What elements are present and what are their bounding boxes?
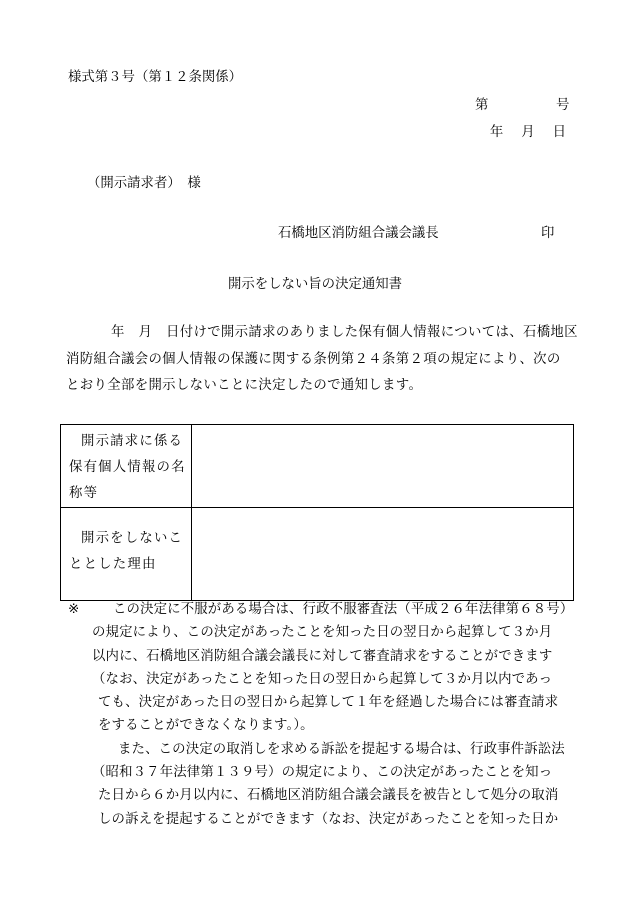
- note-line: 以内に、石橋地区消防組合議会議長に対して審査請求をすることができます: [92, 648, 553, 664]
- date-year: 年: [489, 125, 504, 140]
- table-label-line: 称等: [69, 486, 99, 501]
- seal-mark: 印: [541, 226, 555, 241]
- table-value-cell: [192, 425, 574, 508]
- table-label-line: ととした理由: [69, 557, 157, 572]
- note-line: をすることができなくなります。）。: [98, 718, 314, 734]
- table-value-cell: [192, 508, 574, 601]
- table-row: [61, 508, 574, 601]
- note-line: （昭和３７年法律第１３９号）の規定により、この決定があったことを知っ: [92, 765, 553, 781]
- note-line: また、この決定の取消しを求める訴訟を提起する場合は、行政事件訴訟法: [118, 741, 565, 757]
- table-row: [61, 425, 574, 508]
- table-label-line: 開示請求に係る: [81, 434, 184, 449]
- form-number: 様式第３号（第１２条関係）: [68, 70, 243, 85]
- note-line: ※ この決定に不服がある場合は、行政不服審査法（平成２６年法律第６８号）: [68, 598, 574, 621]
- date-line: [490, 121, 566, 140]
- note-mark: ※: [68, 602, 80, 617]
- body-paragraph: [66, 320, 578, 400]
- recipient-line: （開示請求者） 様: [87, 176, 201, 191]
- table-label-line: 開示をしないこ: [81, 531, 184, 546]
- note-line: た日から６か月以内に、石橋地区消防組合議会議長を被告として処分の取消: [98, 788, 559, 804]
- note-line: ても、決定があった日の翌日から起算して１年を経過した場合には審査請求: [98, 695, 559, 711]
- note-section: [68, 598, 574, 831]
- sender-name: 石橋地区消防組合議会議長: [278, 226, 439, 241]
- info-table: [60, 424, 574, 601]
- body-line: 年 月 日付けで開示請求のありました保有個人情報については、石橋地区: [111, 325, 578, 340]
- document-number-prefix: 第: [475, 98, 489, 113]
- table-label-cell: [61, 425, 192, 508]
- table-label-cell: [61, 508, 192, 601]
- note-line: （なお、決定があったことを知った日の翌日から起算して３か月以内であっ: [92, 671, 553, 687]
- note-line: しの訴えを提起することができます（なお、決定があったことを知った日か: [98, 811, 559, 827]
- body-line: とおり全部を開示しないことに決定したので通知します。: [66, 378, 423, 393]
- table-label-line: 保有個人情報の名: [69, 460, 186, 475]
- date-month: 月: [521, 125, 535, 140]
- document-title: 開示をしない旨の決定通知書: [227, 277, 403, 292]
- note-line: の規定により、この決定があったことを知った日の翌日から起算して３か月: [92, 625, 553, 641]
- document-number-suffix: 号: [556, 98, 570, 113]
- date-day: 日: [552, 125, 566, 140]
- body-line: 消防組合議会の個人情報の保護に関する条例第２４条第２項の規定により、次の: [66, 351, 561, 367]
